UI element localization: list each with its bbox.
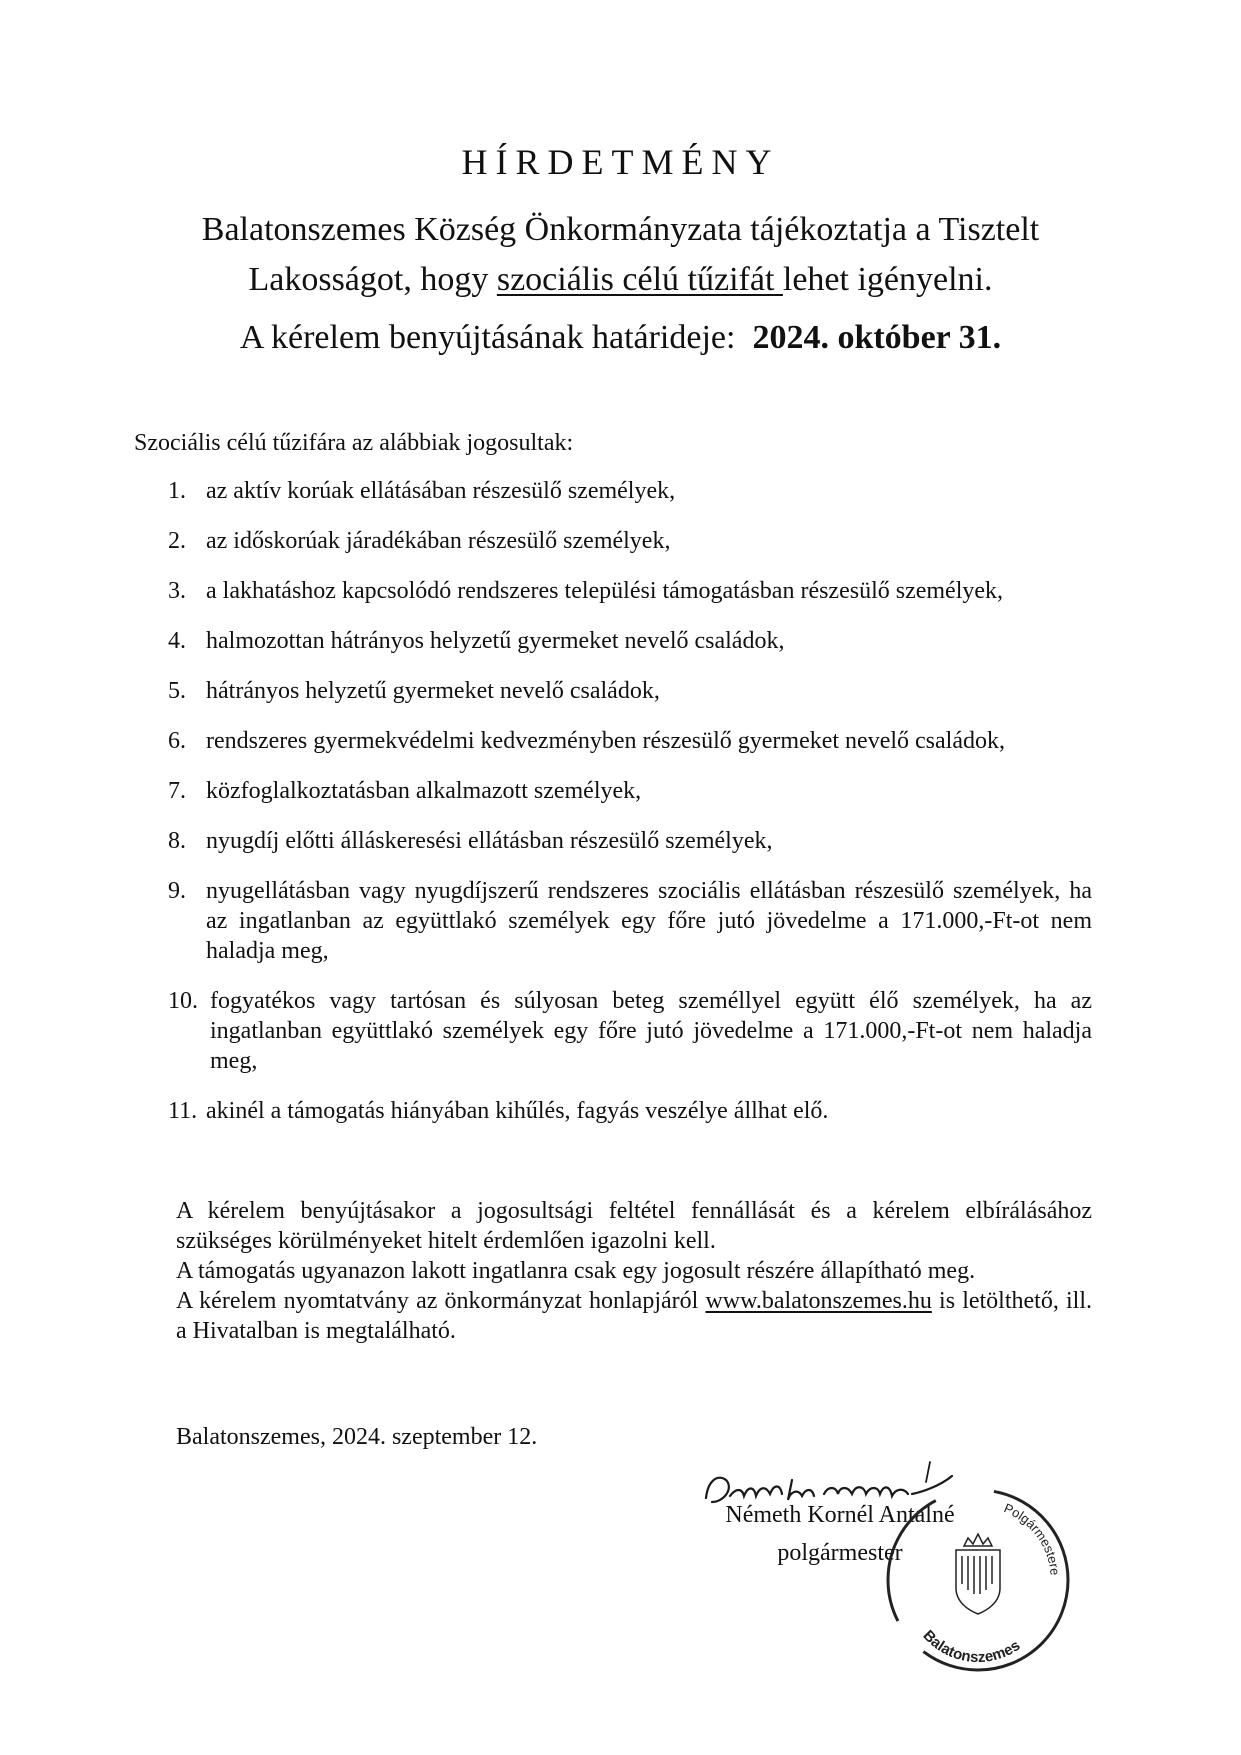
list-item (168, 476, 1092, 506)
seal-text-bottom: Balatonszemes (919, 1627, 1024, 1667)
note-text: is letölthető, ill. a Hivatalban is megtalálható. (176, 1288, 1093, 1344)
list-item (168, 726, 1092, 756)
list-item-text: az aktív korúak ellátásában részesülő személyek, (206, 478, 676, 504)
list-item-number: 11. (168, 1098, 198, 1124)
list-item-number: 2. (168, 528, 186, 554)
list-item-number: 6. (168, 728, 186, 754)
list-item (168, 526, 1092, 556)
list-item (168, 576, 1092, 606)
list-item-number: 7. (168, 778, 186, 804)
list-item-number: 10. (168, 988, 198, 1014)
list-item (168, 986, 1092, 1076)
list-item-number: 8. (168, 828, 186, 854)
list-item-number: 9. (168, 878, 186, 904)
svg-text:Polgármestere (1002, 1500, 1063, 1576)
list-item-number: 5. (168, 678, 186, 704)
list-item-number: 3. (168, 578, 186, 604)
intro-text (0, 205, 1241, 305)
list-item-text: akinél a támogatás hiányában kihűlés, fagyás veszélye állhat elő. (206, 1098, 829, 1124)
intro-line-2-prefix: Lakosságot, hogy (248, 261, 497, 298)
list-item-text: közfoglalkoztatásban alkalmazott személyek, (206, 778, 642, 804)
deadline-label: A kérelem benyújtásának határideje: (239, 319, 736, 356)
eligibility-intro: Szociális célú tűzifára az alábbiak jogosultak: (134, 430, 574, 456)
note-paragraph: A támogatás ugyanazon lakott ingatlanra csak egy jogosult részére állapítható meg. (176, 1258, 976, 1284)
eligibility-list (168, 476, 1092, 1146)
note-paragraph (176, 1286, 1092, 1346)
list-item (168, 626, 1092, 656)
list-item-text: hátrányos helyzetű gyermeket nevelő családok, (206, 678, 660, 704)
list-item (168, 1096, 1092, 1126)
list-item-number: 1. (168, 478, 186, 504)
list-item-text: a lakhatáshoz kapcsolódó rendszeres települési támogatásban részesülő személyek, (206, 578, 1004, 604)
list-item-text: halmozottan hátrányos helyzetű gyermeket nevelő családok, (206, 628, 785, 654)
intro-line-2-suffix: lehet igényelni. (782, 261, 993, 298)
notes-section (176, 1196, 1092, 1346)
deadline-date: 2024. október 31. (752, 319, 1002, 356)
signer-role: polgármester (777, 1540, 903, 1566)
signer-name: Németh Kornél Antalné (725, 1502, 955, 1528)
list-item-text: nyugellátásban vagy nyugdíjszerű rendszeres szociális ellátásban részesülő személyek, ha az ingatlanban az együttlakó személyek egy főre jutó jövedelme a 171.000,-Ft-ot nem haladja meg, (206, 878, 1092, 964)
official-seal (878, 1480, 1078, 1680)
list-item (168, 676, 1092, 706)
deadline-line (0, 316, 1241, 360)
coat-of-arms-icon (956, 1534, 1000, 1614)
list-item-text: rendszeres gyermekvédelmi kedvezményben részesülő gyermeket nevelő családok, (206, 728, 1005, 754)
list-item-text: az időskorúak járadékában részesülő személyek, (206, 528, 671, 554)
note-text: A kérelem nyomtatvány az önkormányzat honlapjáról (176, 1288, 706, 1314)
intro-highlight: szociális célú tűzifát (496, 261, 783, 298)
document-title: HÍRDETMÉNY (461, 142, 780, 182)
list-item-number: 4. (168, 628, 186, 654)
intro-line-1: Balatonszemes Község Önkormányzata tájékoztatja a Tisztelt (201, 211, 1040, 248)
intro-line-2 (0, 255, 1241, 305)
list-item (168, 826, 1092, 856)
place-and-date: Balatonszemes, 2024. szeptember 12. (176, 1424, 538, 1450)
seal-text-side: Polgármestere (1001, 1500, 1063, 1577)
list-item (168, 776, 1092, 806)
list-item (168, 876, 1092, 966)
list-item-text: nyugdíj előtti álláskeresési ellátásban részesülő személyek, (206, 828, 773, 854)
note-paragraph: A kérelem benyújtásakor a jogosultsági feltétel fennállását és a kérelem elbírálásához szükséges körülményeket hitelt érdemlően igazolni kell. (176, 1198, 1092, 1254)
list-item-text: fogyatékos vagy tartósan és súlyosan beteg személlyel együtt élő személyek, ha az ingatlanban együttlakó személyek egy főre jutó jövedelme a 171.000,-Ft-ot nem haladja meg, (210, 988, 1092, 1074)
website-link[interactable]: www.balatonszemes.hu (705, 1288, 932, 1314)
